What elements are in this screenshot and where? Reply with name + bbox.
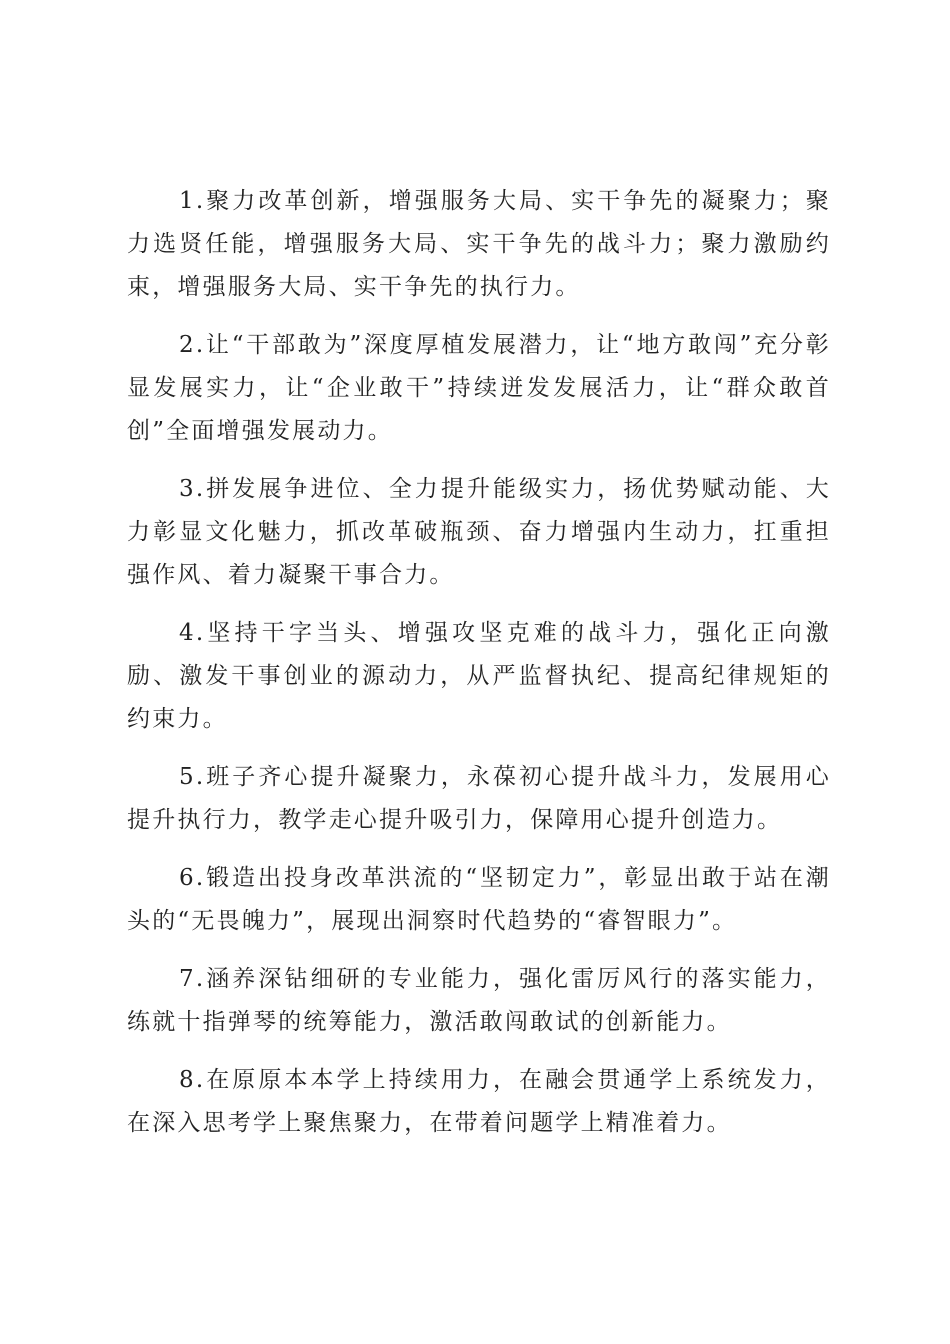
paragraph-5: 5.班子齐心提升凝聚力，永葆初心提升战斗力，发展用心提升执行力，教学走心提升吸引力，保障用心提升创造力。 bbox=[127, 764, 831, 833]
paragraph-4: 4.坚持干字当头、增强攻坚克难的战斗力，强化正向激励、激发干事创业的源动力，从严监督执纪、提高纪律规矩的约束力。 bbox=[127, 620, 831, 732]
paragraph-3: 3.拼发展争进位、全力提升能级实力，扬优势赋动能、大力彰显文化魅力，抓改革破瓶颈、奋力增强内生动力，扛重担强作风、着力凝聚干事合力。 bbox=[127, 476, 831, 588]
paragraph-1: 1.聚力改革创新，增强服务大局、实干争先的凝聚力；聚力选贤任能，增强服务大局、实干争先的战斗力；聚力激励约束，增强服务大局、实干争先的执行力。 bbox=[127, 188, 831, 300]
paragraph-2: 2.让“干部敢为”深度厚植发展潜力，让“地方敢闯”充分彰显发展实力，让“企业敢干”持续迸发发展活力，让“群众敢首创”全面增强发展动力。 bbox=[127, 332, 831, 444]
paragraph-6: 6.锻造出投身改革洪流的“坚韧定力”，彰显出敢于站在潮头的“无畏魄力”，展现出洞察时代趋势的“睿智眼力”。 bbox=[127, 865, 831, 934]
document-body bbox=[127, 180, 831, 1160]
paragraph-7: 7.涵养深钻细研的专业能力，强化雷厉风行的落实能力，练就十指弹琴的统筹能力，激活敢闯敢试的创新能力。 bbox=[127, 966, 831, 1035]
paragraph-8: 8.在原原本本学上持续用力，在融会贯通学上系统发力，在深入思考学上聚焦聚力，在带着问题学上精准着力。 bbox=[127, 1067, 831, 1136]
